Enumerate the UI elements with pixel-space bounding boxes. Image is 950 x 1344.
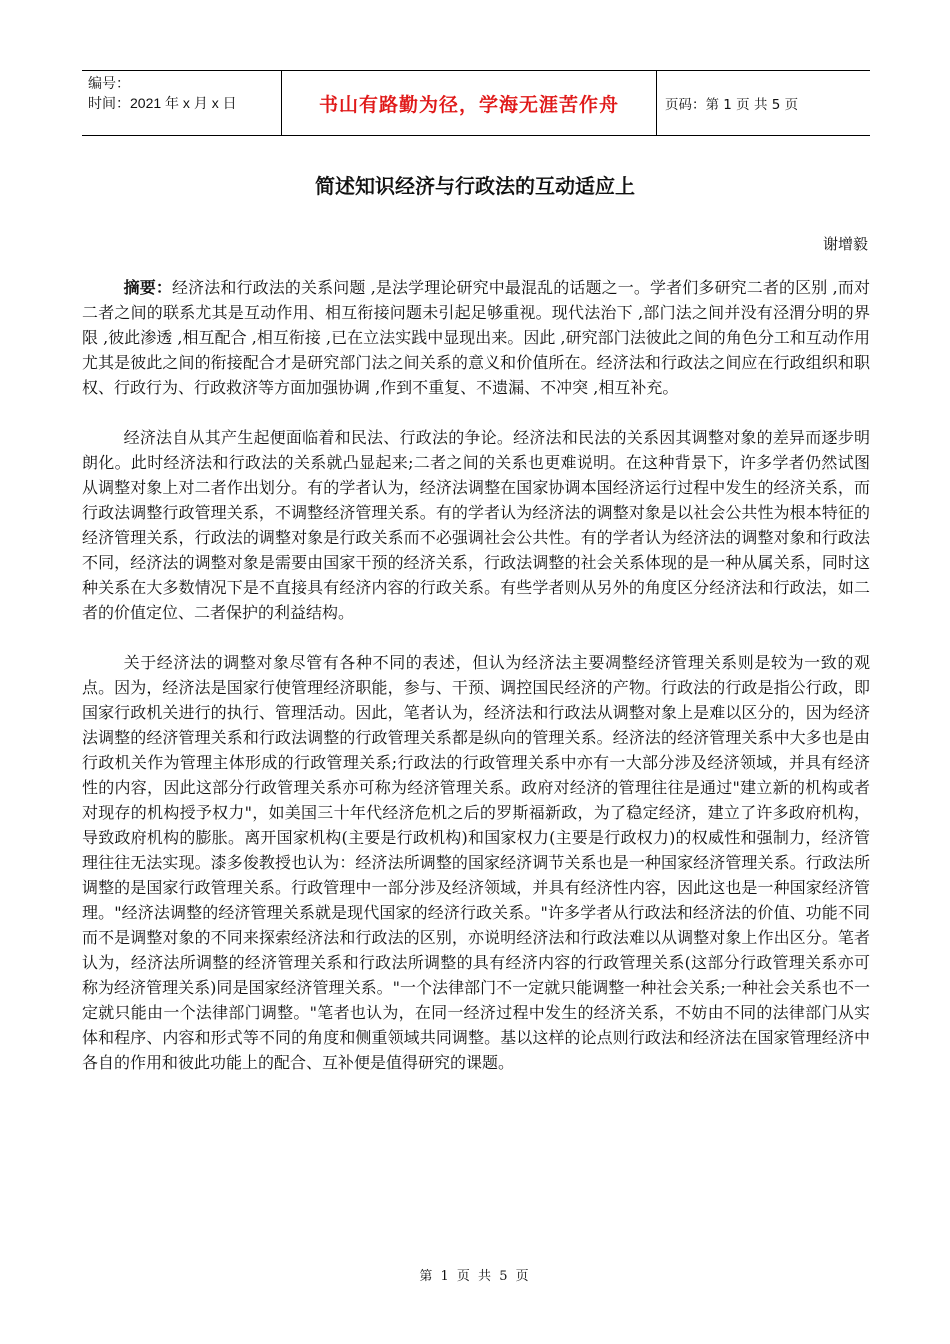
body-paragraph-1: 经济法自从其产生起便面临着和民法、行政法的争论。经济法和民法的关系因其调整对象的差异而逐步明朗化。此时经济法和行政法的关系就凸显起来;二者之间的关系也更难说明。在这种背景下，许多学者仍然试图从调整对象上对二者作出划分。有的学者认为，经济法调整在国家协调本国经济运行过程中发生的经济关系，而行政法调整行政管理关系，不调整经济管理关系。有的学者认为经济法的调整对象是以社会公共性为根本特征的经济管理关系，行政法的调整对象是行政关系而不必强调社会公共性。有的学者认为经济法的调整对象和行政法不同，经济法的调整对象是需要由国家干预的经济关系，行政法调整的社会关系体现的是一种从属关系，同时这种关系在大多数情况下是不直接具有经济内容的行政关系。有些学者则从另外的角度区分经济法和行政法，如二者的价值定位、二者保护的利益结构。 [82,428,870,622]
document-header [82,70,870,136]
abstract-text: 经济法和行政法的关系问题 ,是法学理论研究中最混乱的话题之一。学者们多研究二者的区别 ,而对二者之间的联系尤其是互动作用、相互衔接问题未引起足够重视。现代法治下 ,部门法之间并没有泾渭分明的界限 ,彼此渗透 ,相互配合 ,相互衔接 ,已在立法实践中显现出来。因此 ,研究部门法彼此之间的角色分工和互动作用尤其是彼此之间的衔接配合才是研究部门法之间关系的意义和价值所在。经济法和行政法之间应在行政组织和职权、行政行为、行政救济等方面加强协调 ,作到不重复、不遗漏、不冲突 ,相互补充。 [82,278,870,397]
abstract-paragraph [82,275,870,400]
document-author: 谢增毅 [822,235,868,253]
page-footer: 第 1 页 共 5 页 [419,1269,531,1284]
document-body [82,275,870,1075]
body-paragraph-2: 关于经济法的调整对象尽管有各种不同的表述，但认为经济法主要凋整经济管理关系则是较为一致的观点。因为，经济法是国家行使管理经济职能，参与、干预、调控国民经济的产物。行政法的行政是指公行政，即国家行政机关进行的执行、管理活动。因此，笔者认为，经济法和行政法从调整对象上是难以区分的，因为经济法调整的经济管理关系和行政法调整的行政管理关系都是纵向的管理关系。经济法的经济管理关系中大多也是由行政机关作为管理主体形成的行政管理关系;行政法的行政管理关系中亦有一大部分涉及经济领域，并具有经济性的内容，因此这部分行政管理关系亦可称为经济管理关系。政府对经济的管理往往是通过"建立新的机构或者对现存的机构授予权力"，如美国三十年代经济危机之后的罗斯福新政，为了稳定经济，建立了许多政府机构，导致政府机构的膨胀。离开国家机构(主要是行政机构)和国家权力(主要是行政权力)的权威性和强制力，经济管理往往无法实现。漆多俊教授也认为：经济法所调整的国家经济调节关系也是一种国家经济管理关系。行政法所调整的是国家行政管理关系。行政管理中一部分涉及经济领域，并具有经济性内容，因此这也是一种国家经济管理。"经济法调整的经济管理关系就是现代国家的经济行政关系。"许多学者从行政法和经济法的价值、功能不同而不是调整对象的不同来探索经济法和行政法的区别，亦说明经济法和行政法难以从调整对象上作出区分。笔者认为，经济法所调整的经济管理关系和行政法所调整的具有经济内容的行政管理关系(这部分行政管理关系亦可称为经济管理关系)同是国家经济管理关系。"一个法律部门不一定就只能调整一种社会关系;一种社会关系也不一定就只能由一个法律部门调整。"笔者也认为，在同一经济过程中发生的经济关系，不妨由不同的法律部门从实体和程序、内容和形式等不同的角度和侧重领域共同调整。基以这样的论点则行政法和经济法在国家管理经济中各自的作用和彼此功能上的配合、互补便是值得研究的课题。 [82,653,870,1072]
header-time: 时间：2021 年 x 月 x 日 [88,95,237,111]
header-number: 编号： [88,75,130,91]
header-motto: 书山有路勤为径，学海无涯苦作舟 [282,71,657,135]
abstract-label: 摘要： [123,278,172,297]
document-title: 简述知识经济与行政法的互动适应上 [315,174,635,198]
header-page-info: 页码：第 1 页 共 5 页 [665,97,799,113]
header-meta [82,71,282,135]
